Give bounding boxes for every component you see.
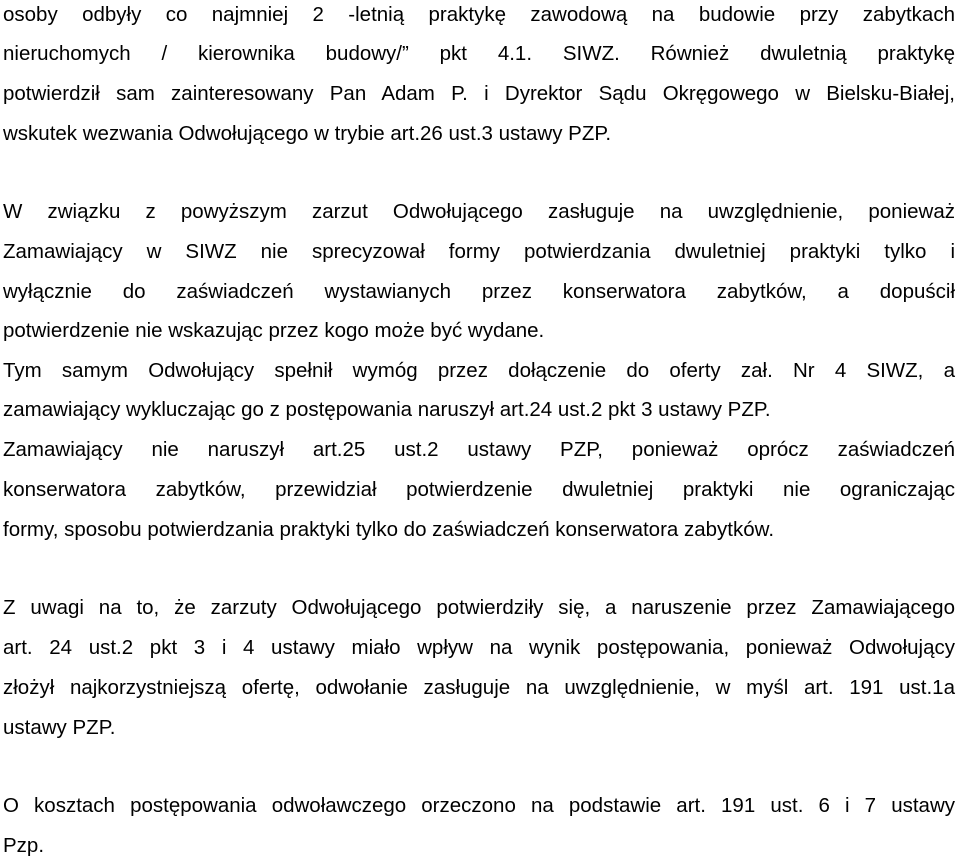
text-line: nieruchomych / kierownika budowy/” pkt 4.1. SIWZ. Również dwuletnią praktykę bbox=[3, 42, 955, 65]
text-line: osoby odbyły co najmniej 2 -letnią praktykę zawodową na budowie przy zabytkach bbox=[3, 3, 955, 26]
text-line: Zamawiający nie naruszył art.25 ust.2 ustawy PZP, ponieważ oprócz zaświadczeń bbox=[3, 438, 955, 461]
text-line: zamawiający wykluczając go z postępowania naruszył art.24 ust.2 pkt 3 ustawy PZP. bbox=[3, 398, 771, 421]
text-line: Tym samym Odwołujący spełnił wymóg przez dołączenie do oferty zał. Nr 4 SIWZ, a bbox=[3, 359, 955, 382]
text-line: W związku z powyższym zarzut Odwołującego zasługuje na uwzględnienie, ponieważ bbox=[3, 200, 955, 223]
text-line: potwierdził sam zainteresowany Pan Adam P. i Dyrektor Sądu Okręgowego w Bielsku-Białej, bbox=[3, 82, 955, 105]
text-line: wskutek wezwania Odwołującego w trybie art.26 ust.3 ustawy PZP. bbox=[3, 122, 612, 145]
text-line: O kosztach postępowania odwoławczego orzeczono na podstawie art. 191 ust. 6 i 7 ustawy bbox=[3, 794, 955, 817]
text-line: wyłącznie do zaświadczeń wystawianych przez konserwatora zabytków, a dopuścił bbox=[3, 280, 955, 303]
text-line: Pzp. bbox=[3, 834, 45, 857]
text-line: ustawy PZP. bbox=[3, 716, 116, 739]
text-line: Z uwagi na to, że zarzuty Odwołującego potwierdziły się, a naruszenie przez Zamawiającego bbox=[3, 596, 955, 619]
text-line: złożył najkorzystniejszą ofertę, odwołanie zasługuje na uwzględnienie, w myśl art. 191 ust.1a bbox=[3, 676, 955, 699]
text-line: konserwatora zabytków, przewidział potwierdzenie dwuletniej praktyki nie ograniczając bbox=[3, 478, 955, 501]
text-line: Zamawiający w SIWZ nie sprecyzował formy potwierdzania dwuletniej praktyki tylko i bbox=[3, 240, 955, 263]
text-line: potwierdzenie nie wskazując przez kogo może być wydane. bbox=[3, 319, 545, 342]
text-line: formy, sposobu potwierdzania praktyki tylko do zaświadczeń konserwatora zabytków. bbox=[3, 518, 775, 541]
text-line: art. 24 ust.2 pkt 3 i 4 ustawy miało wpływ na wynik postępowania, ponieważ Odwołujący bbox=[3, 636, 955, 659]
